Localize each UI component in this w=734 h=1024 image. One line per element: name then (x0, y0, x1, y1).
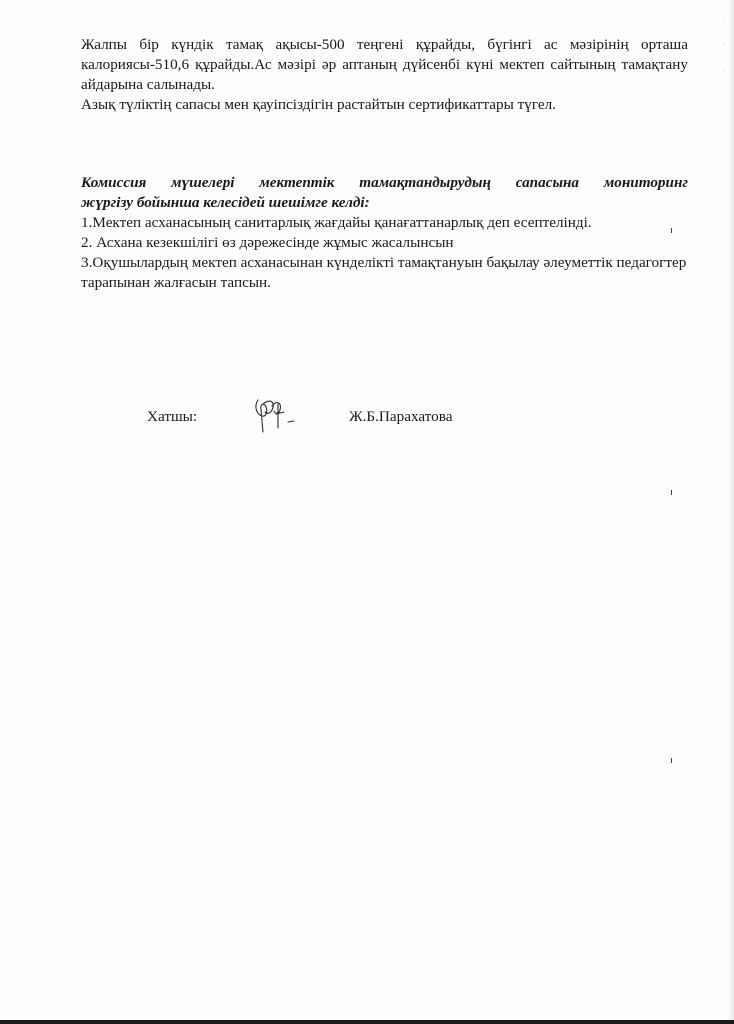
signature-label: Хатшы: (147, 408, 198, 425)
scan-speck (671, 490, 672, 495)
scan-edge-shadow (728, 0, 734, 1024)
decision-heading-line-1: Комиссия мүшелері мектептік тамақтандырудың сапасына мониторинг (81, 174, 688, 191)
scan-bottom-border (0, 1020, 734, 1024)
decision-item-3: 3.Оқушылардың мектеп асханасынан күнделікті тамақтануын бақылау әлеуметтік педагогтер тарапынан жалғасын тапсын. (81, 254, 687, 291)
handwritten-signature (248, 392, 298, 436)
scan-artifact: · (722, 66, 726, 77)
paragraph-meal-cost: Жалпы бір күндік тамақ ақысы-500 теңгені құрайды, бүгінгі ас мәзірінің орташа калориясы-510,6 құрайды.Ас мәзірі әр аптаның дүйсенбі күні мектеп сайтының тамақтану айдарына салынады. (81, 36, 688, 93)
decision-list (81, 213, 691, 293)
signatory-name: Ж.Б.Парахатова (349, 408, 453, 425)
paragraph-certificates: Азық түліктің сапасы мен қауіпсіздігін растайтын сертификаттары түгел. (81, 96, 556, 113)
scan-speck (671, 758, 672, 763)
scan-artifact: · (722, 14, 726, 25)
decision-heading-line-2: жүргізу бойынша келесідей шешімге келді: (81, 194, 370, 211)
scan-artifact: · (722, 40, 726, 51)
decision-heading (81, 173, 688, 213)
decision-item-2: 2. Асхана кезекшілігі өз дәрежесінде жұмыс жасалынсын (81, 234, 454, 251)
scan-speck (671, 228, 672, 233)
decision-item-1: 1.Мектеп асханасының санитарлық жағдайы қанағаттанарлық деп есептелінді. (81, 214, 592, 231)
